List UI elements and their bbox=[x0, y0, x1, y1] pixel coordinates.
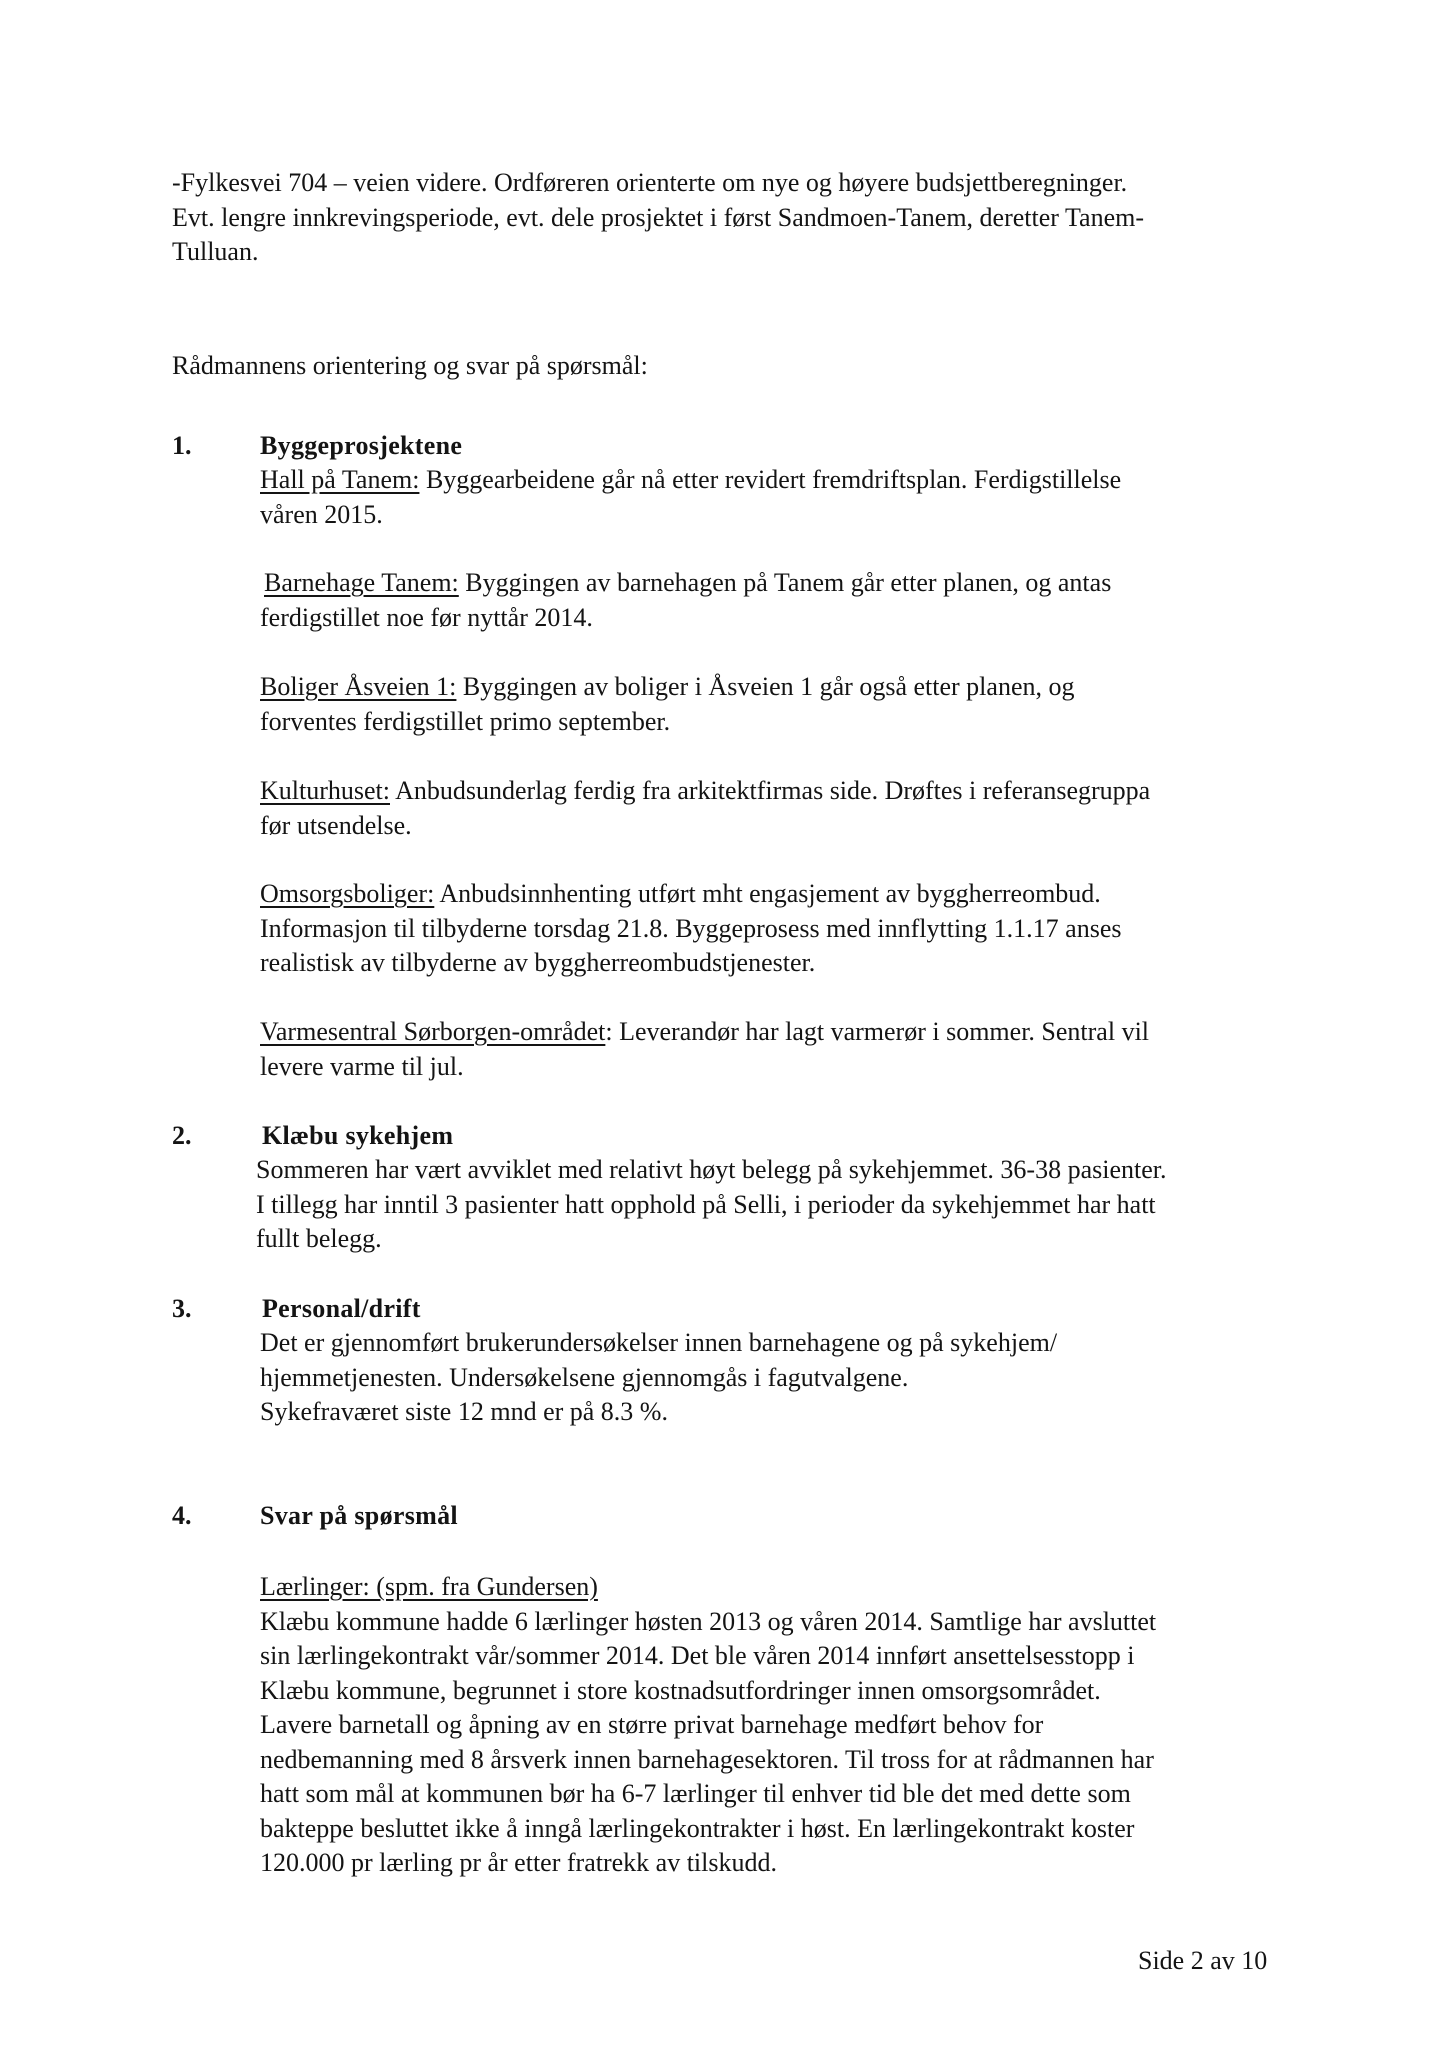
project-label: Barnehage Tanem: bbox=[264, 568, 459, 597]
section-title: Personal/drift bbox=[262, 1294, 421, 1323]
project-item: Barnehage Tanem: Byggingen av barnehagen på Tanem går etter planen, og antas ferdigstillet noe før nyttår 2014. bbox=[260, 568, 1112, 632]
subheading-lærlinger: Lærlinger: (spm. fra Gundersen) bbox=[260, 1572, 598, 1601]
section-title: Byggeprosjektene bbox=[260, 431, 463, 460]
section-number: 4. bbox=[172, 1501, 192, 1530]
project-label: Omsorgsboliger: bbox=[260, 879, 435, 908]
section-number: 2. bbox=[172, 1121, 192, 1150]
project-label: Boliger Åsveien 1: bbox=[260, 672, 457, 701]
section-body: Sommeren har vært avviklet med relativt høyt belegg på sykehjemmet. 36-38 pasienter. I tillegg har inntil 3 pasienter hatt opphold på Selli, i perioder da sykehjemmet har hatt fullt belegg. bbox=[256, 1155, 1167, 1253]
project-label: Hall på Tanem: bbox=[260, 465, 420, 494]
project-label: Kulturhuset: bbox=[260, 776, 390, 805]
project-item: Varmesentral Sørborgen-området: Leverandør har lagt varmerør i sommer. Sentral vil levere varme til jul. bbox=[260, 1017, 1150, 1081]
section-number: 3. bbox=[172, 1294, 192, 1323]
intro-line: Tulluan. bbox=[172, 237, 259, 266]
project-item: Hall på Tanem: Byggearbeidene går nå etter revidert fremdriftsplan. Ferdigstillelse våren 2015. bbox=[260, 465, 1122, 529]
intro-line: -Fylkesvei 704 – veien videre. Ordføreren orienterte om nye og høyere budsjettberegninger. bbox=[172, 168, 1128, 197]
section-body: Det er gjennomført brukerundersøkelser innen barnehagene og på sykehjem/ hjemmetjenesten. Undersøkelsene gjennomgås i fagutvalgene. Sykefraværet siste 12 mnd er på 8.3 %. bbox=[260, 1328, 1058, 1426]
section-body: Lærlinger: (spm. fra Gundersen) Klæbu kommune hadde 6 lærlinger høsten 2013 og våren 2014. Samtlige har avsluttet sin lærlingekontrakt vår/sommer 2014. Det ble våren 2014 innført ansettelsesstopp i Klæbu kommune, begrunnet i store kostnadsutfordringer innen omsorgsområdet. Lavere barnetall og åpning av en større privat barnehage medført behov for nedbemanning med 8 årsverk innen barnehagesektoren. Til tross for at rådmannen har hatt som mål at kommunen bør ha 6-7 lærlinger til enhver tid ble det med dette som bakteppe besluttet ikke å inngå lærlingekontrakter i høst. En lærlingekontrakt koster 120.000 pr lærling pr år etter fratrekk av tilskudd. bbox=[260, 1572, 1157, 1877]
section-title: Svar på spørsmål bbox=[260, 1501, 458, 1530]
project-item: Kulturhuset: Anbudsunderlag ferdig fra arkitektfirmas side. Drøftes i referansegruppa før utsendelse. bbox=[260, 776, 1151, 840]
project-item: Boliger Åsveien 1: Byggingen av boliger i Åsveien 1 går også etter planen, og forventes ferdigstillet primo september. bbox=[260, 672, 1075, 736]
orientation-heading: Rådmannens orientering og svar på spørsmål: bbox=[172, 351, 648, 380]
intro-paragraph bbox=[172, 166, 1144, 270]
section-title: Klæbu sykehjem bbox=[262, 1121, 454, 1150]
intro-line: Evt. lengre innkrevingsperiode, evt. dele prosjektet i først Sandmoen-Tanem, deretter Tanem- bbox=[172, 202, 1145, 232]
project-label: Varmesentral Sørborgen-området bbox=[260, 1017, 606, 1046]
section-number: 1. bbox=[172, 431, 192, 460]
project-item: Omsorgsboliger: Anbudsinnhenting utført mht engasjement av byggherreombud. Informasjon til tilbyderne torsdag 21.8. Byggeprosess med innflytting 1.1.17 anses realistisk av tilbyderne av byggherreombudstjenester. bbox=[260, 879, 1122, 977]
page-number: Side 2 av 10 bbox=[1138, 1946, 1268, 1975]
